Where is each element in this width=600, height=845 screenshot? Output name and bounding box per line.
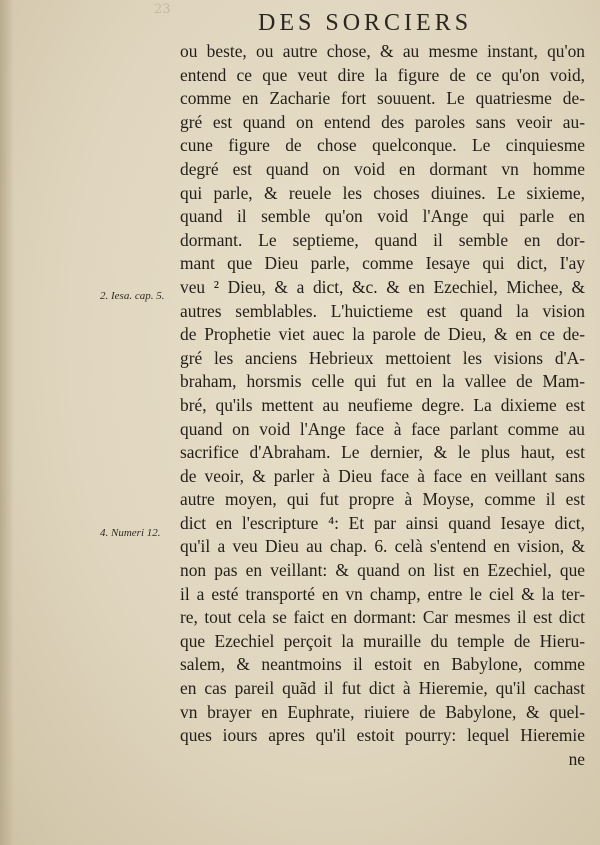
text-line: ques iours apres qu'il estoit pourry: lequel Hieremie — [180, 725, 585, 746]
text-line: veu ² Dieu, & a dict, &c. & en Ezechiel, Michee, & — [180, 276, 585, 297]
text-line: dormant. Le septieme, quand il semble en dor- — [180, 229, 585, 250]
text-line: comme en Zacharie fort souuent. Le quatriesme de- — [180, 88, 585, 109]
text-line: gré les anciens Hebrieux mettoient les visions d'A- — [180, 347, 585, 368]
text-line: sacrifice d'Abraham. Le dernier, & le plus haut, est — [180, 442, 585, 463]
margin-note-numeri: 4. Numeri 12. — [100, 527, 161, 539]
gutter-shadow — [0, 0, 14, 845]
text-line: entend ce que veut dire la figure de ce qu'on void, — [180, 64, 585, 85]
margin-note-iesaye: 2. Iesa. cap. 5. — [100, 290, 165, 302]
text-line: degré est quand on void en dormant vn homme — [180, 158, 585, 179]
text-line: re, tout cela se faict en dormant: Car mesmes il est dict — [180, 607, 585, 628]
text-line: cune figure de chose quelconque. Le cinquiesme — [180, 135, 585, 156]
text-line: autre moyen, qui fut propre à Moyse, comme il est — [180, 489, 585, 510]
text-line: dict en l'escripture ⁴: Et par ainsi quand Iesaye dict, — [180, 512, 585, 533]
text-line: en cas pareil quãd il fut dict à Hieremie, qu'il cachast — [180, 678, 585, 699]
text-line: bré, qu'ils mettent au neufieme degre. La dixieme est — [180, 394, 585, 415]
text-line: de Prophetie viet auec la parole de Dieu, & en ce de- — [180, 324, 585, 345]
text-line: braham, horsmis celle qui fut en la vallee de Mam- — [180, 371, 585, 392]
text-line: il a esté transporté en vn champ, entre le ciel & la ter- — [180, 583, 585, 604]
text-line: quand on void l'Ange face à face parlant comme au — [180, 418, 585, 439]
text-line: quand il semble qu'on void l'Ange qui parle en — [180, 206, 585, 227]
text-line: qu'il a veu Dieu au chap. 6. celà s'entend en vision, & — [180, 536, 585, 557]
text-line: de veoir, & parler à Dieu face à face en veillant sans — [180, 465, 585, 486]
text-line: que Ezechiel perçoit la muraille du temple de Hieru- — [180, 630, 585, 651]
text-line: gré est quand on entend des paroles sans veoir au- — [180, 111, 585, 132]
text-line: salem, & neantmoins il estoit en Babylone, comme — [180, 654, 585, 675]
page-corner-mark: 23 — [154, 2, 171, 17]
text-line: autres semblables. L'huictieme est quand la vision — [180, 300, 585, 321]
catchword: ne — [568, 748, 585, 769]
body-text — [180, 40, 585, 771]
text-line: non pas en veillant: & quand on list en Ezechiel, que — [180, 560, 585, 581]
text-line: mant que Dieu parle, comme Iesaye qui dict, I'ay — [180, 253, 585, 274]
running-head: DES SORCIERS — [258, 10, 473, 36]
text-line: qui parle, & reuele les choses diuines. Le sixieme, — [180, 182, 585, 203]
text-line: vn brayer en Euphrate, riuiere de Babylone, & quel- — [180, 701, 585, 722]
text-line: ou beste, ou autre chose, & au mesme instant, qu'on — [180, 41, 585, 61]
